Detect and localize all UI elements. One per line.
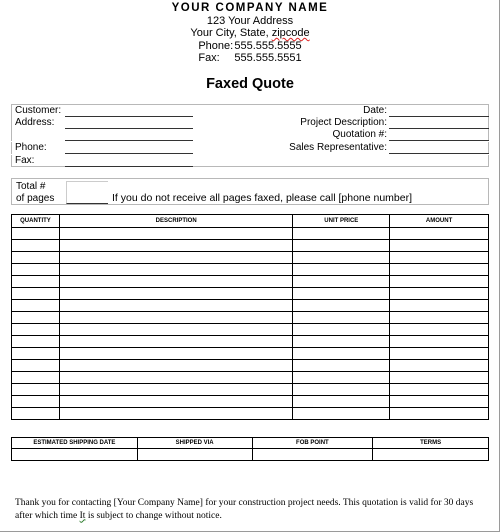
quantity-cell[interactable] bbox=[12, 276, 60, 288]
customer-label: Customer: bbox=[15, 105, 62, 116]
amount-cell[interactable] bbox=[390, 408, 489, 420]
quantity-header: QUANTITY bbox=[12, 215, 60, 228]
phone-field[interactable] bbox=[65, 142, 193, 154]
table-row bbox=[12, 252, 489, 264]
description-cell[interactable] bbox=[59, 312, 292, 324]
fax-field-label: Fax: bbox=[15, 155, 35, 166]
table-row bbox=[12, 264, 489, 276]
description-cell[interactable] bbox=[59, 300, 292, 312]
estimated-shipping-date-header: ESTIMATED SHIPPING DATE bbox=[12, 438, 138, 449]
info-row-phone bbox=[11, 142, 489, 154]
description-cell[interactable] bbox=[59, 336, 292, 348]
amount-cell[interactable] bbox=[390, 228, 489, 240]
company-phone-row bbox=[0, 40, 500, 53]
quantity-cell[interactable] bbox=[12, 300, 60, 312]
shipping-table bbox=[11, 437, 489, 461]
amount-cell[interactable] bbox=[390, 276, 489, 288]
amount-cell[interactable] bbox=[390, 288, 489, 300]
date-field[interactable] bbox=[389, 105, 489, 117]
description-cell[interactable] bbox=[59, 384, 292, 396]
date-label: Date: bbox=[363, 105, 387, 116]
sales-rep-field[interactable] bbox=[389, 142, 489, 154]
sales-rep-label: Sales Representative: bbox=[289, 142, 387, 153]
shipped-via-header: SHIPPED VIA bbox=[137, 438, 252, 449]
amount-cell[interactable] bbox=[390, 348, 489, 360]
fax-label: Fax: bbox=[198, 52, 220, 64]
footer-text-1: Thank you for contacting [Your Company Name] for your construction project needs. This quotation is valid for 30 days after which time bbox=[15, 498, 474, 521]
quantity-cell[interactable] bbox=[12, 360, 60, 372]
company-phone: 555.555.5555 bbox=[234, 39, 302, 52]
table-row bbox=[12, 372, 489, 384]
line-items-header bbox=[12, 215, 489, 228]
address-label: Address: bbox=[15, 117, 55, 128]
company-city: Your City, State, bbox=[190, 27, 272, 39]
description-cell[interactable] bbox=[59, 372, 292, 384]
address-2-field[interactable] bbox=[65, 129, 193, 141]
description-cell[interactable] bbox=[59, 396, 292, 408]
unit-price-cell[interactable] bbox=[293, 252, 390, 264]
table-row bbox=[12, 300, 489, 312]
description-cell[interactable] bbox=[59, 252, 292, 264]
table-row bbox=[12, 348, 489, 360]
table-row bbox=[12, 336, 489, 348]
table-row bbox=[12, 360, 489, 372]
fax-field[interactable] bbox=[65, 155, 193, 167]
customer-field[interactable] bbox=[65, 105, 193, 117]
company-zip: zipcode bbox=[271, 27, 310, 39]
description-cell[interactable] bbox=[59, 360, 292, 372]
quantity-cell[interactable] bbox=[12, 264, 60, 276]
quantity-cell[interactable] bbox=[12, 252, 60, 264]
quantity-cell[interactable] bbox=[12, 288, 60, 300]
document-title: Faxed Quote bbox=[206, 76, 294, 92]
quantity-cell[interactable] bbox=[12, 408, 60, 420]
total-pages-label-line1: Total # bbox=[16, 181, 46, 192]
description-header: DESCRIPTION bbox=[59, 215, 292, 228]
info-row-address bbox=[11, 117, 489, 129]
total-pages-field[interactable] bbox=[66, 181, 108, 204]
quantity-cell[interactable] bbox=[12, 372, 60, 384]
description-cell[interactable] bbox=[59, 264, 292, 276]
table-row bbox=[12, 396, 489, 408]
unit-price-cell[interactable] bbox=[293, 324, 390, 336]
quantity-cell[interactable] bbox=[12, 324, 60, 336]
table-row bbox=[12, 312, 489, 324]
table-row bbox=[12, 324, 489, 336]
phone-label: Phone: bbox=[198, 39, 234, 52]
shipping-header bbox=[12, 438, 489, 449]
unit-price-cell[interactable] bbox=[293, 336, 390, 348]
description-cell[interactable] bbox=[59, 276, 292, 288]
footer-it-word: It bbox=[79, 510, 86, 521]
footer-note bbox=[15, 497, 487, 522]
unit-price-cell[interactable] bbox=[293, 384, 390, 396]
quantity-cell[interactable] bbox=[12, 312, 60, 324]
company-fax-row bbox=[0, 52, 500, 65]
quantity-cell[interactable] bbox=[12, 384, 60, 396]
shipping-row bbox=[12, 449, 489, 461]
company-address: 123 Your Address bbox=[206, 14, 294, 27]
unit-price-cell[interactable] bbox=[293, 408, 390, 420]
description-cell[interactable] bbox=[59, 408, 292, 420]
line-items-body bbox=[12, 228, 489, 420]
footer-text-2: is subject to change without notice. bbox=[85, 510, 222, 521]
page-count-section bbox=[11, 178, 489, 205]
table-row bbox=[12, 228, 489, 240]
company-header bbox=[0, 2, 500, 65]
estimated-shipping-date-cell[interactable] bbox=[12, 449, 138, 461]
quantity-cell[interactable] bbox=[12, 348, 60, 360]
table-row bbox=[12, 408, 489, 420]
quantity-cell[interactable] bbox=[12, 396, 60, 408]
line-items-table bbox=[11, 214, 489, 420]
company-city-line bbox=[0, 27, 500, 40]
amount-cell[interactable] bbox=[390, 300, 489, 312]
phone-field-label: Phone: bbox=[15, 142, 47, 153]
amount-cell[interactable] bbox=[390, 252, 489, 264]
table-row bbox=[12, 276, 489, 288]
unit-price-cell[interactable] bbox=[293, 396, 390, 408]
table-row bbox=[12, 240, 489, 252]
unit-price-cell[interactable] bbox=[293, 348, 390, 360]
project-description-field[interactable] bbox=[389, 117, 489, 129]
amount-cell[interactable] bbox=[390, 384, 489, 396]
customer-info-section bbox=[11, 104, 489, 167]
amount-cell[interactable] bbox=[390, 336, 489, 348]
terms-header: TERMS bbox=[373, 438, 489, 449]
unit-price-header: UNIT PRICE bbox=[293, 215, 390, 228]
shipped-via-cell[interactable] bbox=[137, 449, 252, 461]
unit-price-cell[interactable] bbox=[293, 372, 390, 384]
unit-price-cell[interactable] bbox=[293, 276, 390, 288]
amount-cell[interactable] bbox=[390, 360, 489, 372]
total-pages-label bbox=[16, 181, 54, 205]
amount-cell[interactable] bbox=[390, 372, 489, 384]
unit-price-cell[interactable] bbox=[293, 264, 390, 276]
terms-cell[interactable] bbox=[373, 449, 489, 461]
unit-price-cell[interactable] bbox=[293, 360, 390, 372]
info-row-customer bbox=[11, 105, 489, 117]
description-cell[interactable] bbox=[59, 348, 292, 360]
amount-cell[interactable] bbox=[390, 312, 489, 324]
amount-header: AMOUNT bbox=[390, 215, 489, 228]
table-row bbox=[12, 288, 489, 300]
amount-cell[interactable] bbox=[390, 324, 489, 336]
project-description-label: Project Description: bbox=[300, 117, 387, 128]
table-row bbox=[12, 384, 489, 396]
fob-point-cell[interactable] bbox=[252, 449, 373, 461]
unit-price-cell[interactable] bbox=[293, 228, 390, 240]
quantity-cell[interactable] bbox=[12, 228, 60, 240]
total-pages-label-line2: of pages bbox=[16, 193, 55, 204]
company-name: YOUR COMPANY NAME bbox=[171, 2, 329, 14]
quotation-number-label: Quotation #: bbox=[332, 129, 387, 140]
description-cell[interactable] bbox=[59, 240, 292, 252]
info-row-address-2 bbox=[11, 129, 489, 141]
fob-point-header: FOB POINT bbox=[252, 438, 373, 449]
amount-cell[interactable] bbox=[390, 264, 489, 276]
amount-cell[interactable] bbox=[390, 396, 489, 408]
unit-price-cell[interactable] bbox=[293, 240, 390, 252]
info-row-fax bbox=[11, 155, 489, 167]
description-cell[interactable] bbox=[59, 324, 292, 336]
description-cell[interactable] bbox=[59, 288, 292, 300]
quantity-cell[interactable] bbox=[12, 240, 60, 252]
description-cell[interactable] bbox=[59, 228, 292, 240]
address-field[interactable] bbox=[65, 117, 193, 129]
unit-price-cell[interactable] bbox=[293, 312, 390, 324]
quotation-number-field[interactable] bbox=[389, 129, 489, 141]
unit-price-cell[interactable] bbox=[293, 300, 390, 312]
unit-price-cell[interactable] bbox=[293, 288, 390, 300]
fax-pages-note: If you do not receive all pages faxed, please call [phone number] bbox=[112, 192, 413, 204]
amount-cell[interactable] bbox=[390, 240, 489, 252]
company-fax: 555.555.5551 bbox=[234, 52, 302, 64]
quantity-cell[interactable] bbox=[12, 336, 60, 348]
